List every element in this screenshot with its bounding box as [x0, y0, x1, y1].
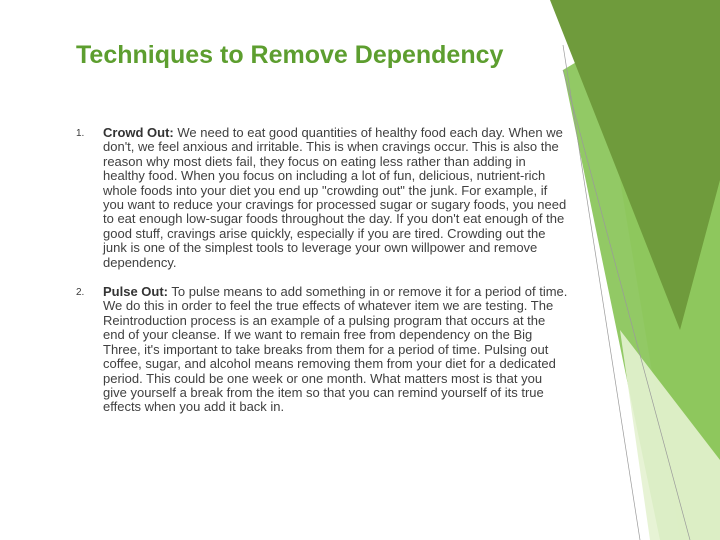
list-item: [76, 285, 568, 415]
item-term: Crowd Out:: [103, 125, 174, 140]
item-text: [103, 126, 568, 270]
item-body: To pulse means to add something in or remove it for a period of time. We do this in order to feel the true effects of whatever item we are testing. The Reintroduction process is an example of a pulsing program that occurs at the end of your cleanse. If we want to remain free from dependency on the Big Three, it's important to take breaks from them for a period of time. Pulsing out coffee, sugar, and alcohol means removing them from your diet for a dedicated period. This could be one week or one month. What matters most is that you give yourself a break from the item so that you can remind yourself of its true effects when you add it back in.: [103, 284, 568, 415]
slide-title: Techniques to Remove Dependency: [76, 41, 504, 69]
item-term: Pulse Out:: [103, 284, 169, 300]
item-number: 2.: [76, 287, 85, 299]
item-text: [103, 285, 568, 415]
item-body: We need to eat good quantities of healthy food each day. When we don't, we feel anxious and irritable. This is when cravings occur. This is also the reason why most diets fail, they focus on eating less rather than adding in healthy food. When you focus on including a lot of fun, delicious, nutrient-rich whole foods into your diet you end up "crowding out" the junk. For example, if you want to reduce your cravings for processed sugar or sugary foods, you need to eat enough low-sugar foods throughout the day. If you don't eat enough of the good stuff, cravings arise quickly, especially if you are tired. Crowding out the junk is one of the simplest tools to leverage your own willpower and remove dependency.: [103, 125, 567, 270]
technique-list: [76, 126, 568, 415]
list-item: [76, 126, 568, 270]
item-number: 1.: [76, 128, 85, 139]
